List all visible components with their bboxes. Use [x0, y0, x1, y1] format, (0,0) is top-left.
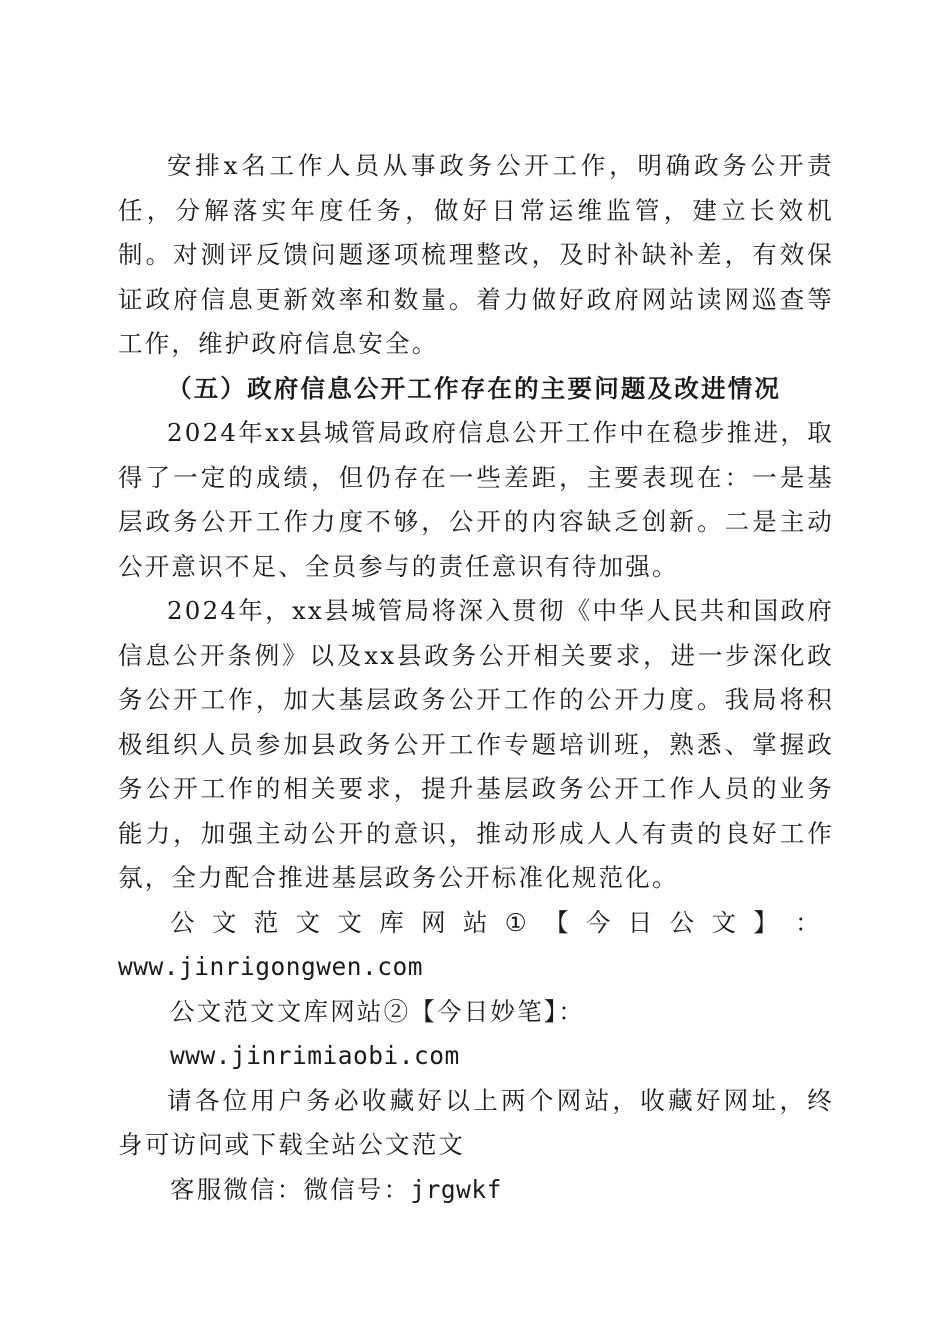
website-2-label: 公文范文文库网站②【今日妙笔】：	[170, 996, 585, 1026]
site1-char: 【	[544, 907, 571, 937]
site1-char: 文	[711, 907, 739, 937]
site1-char: 站	[462, 907, 490, 937]
website-1-block	[118, 901, 834, 990]
site1-char: 今	[585, 907, 613, 937]
site1-char: 文	[295, 907, 323, 937]
website-2-url[interactable]: www.jinrimiaobi.com	[170, 1041, 460, 1070]
document-body	[118, 144, 834, 1212]
paragraph-problems: 2024年xx县城管局政府信息公开工作中在稳步推进，取得了一定的成绩，但仍存在一些差距，主要表现在：一是基层政务公开工作力度不够，公开的内容缺乏创新。二是主动公开意识不足、全员参与的责任意识有待加强。	[118, 418, 834, 581]
customer-service-line	[118, 1168, 834, 1213]
site1-char: 网	[421, 907, 448, 937]
section-heading-five: （五）政府信息公开工作存在的主要问题及改进情况	[167, 373, 782, 403]
paragraph-staffing: 安排x名工作人员从事政务公开工作，明确政务公开责任，分解落实年度任务，做好日常运维监管，建立长效机制。对测评反馈问题逐项梳理整改，及时补缺补差，有效保证政府信息更新效率和数量。着力做好政府网站读网巡查等工作，维护政府信息安全。	[118, 151, 834, 358]
site1-char: ：	[795, 907, 822, 937]
customer-service-wechat-id: jrgwkf	[410, 1174, 502, 1204]
site1-char: 库	[379, 907, 406, 937]
website-1-url[interactable]: www.jinrigongwen.com	[118, 952, 424, 981]
paragraph-improvements: 2024年，xx县城管局将深入贯彻《中华人民共和国政府信息公开条例》以及xx县政务公开相关要求，进一步深化政务公开工作，加大基层政务公开工作的公开力度。我局将积极组织人员参加县政务公开工作专题培训班，熟悉、掌握政务公开工作的相关要求，提升基层政务公开工作人员的业务能力，加强主动公开的意识，推动形成人人有责的良好工作氛，全力配合推进基层政务公开标准化规范化。	[118, 596, 834, 892]
site1-char: ①	[504, 907, 529, 937]
site1-char: 公	[669, 907, 697, 937]
website-2-line	[118, 990, 834, 1079]
website-1-label	[118, 901, 834, 946]
site1-char: 日	[627, 907, 655, 937]
bookmark-notice: 请各位用户务必收藏好以上两个网站，收藏好网址，终身可访问或下载全站公文范文	[118, 1085, 834, 1159]
site1-char: 范	[253, 907, 281, 937]
site1-char: 公	[170, 907, 197, 937]
site1-char: 】	[753, 907, 780, 937]
site1-char: 文	[211, 907, 239, 937]
customer-service-label: 客服微信：微信号：	[170, 1174, 411, 1204]
site1-char: 文	[337, 907, 365, 937]
